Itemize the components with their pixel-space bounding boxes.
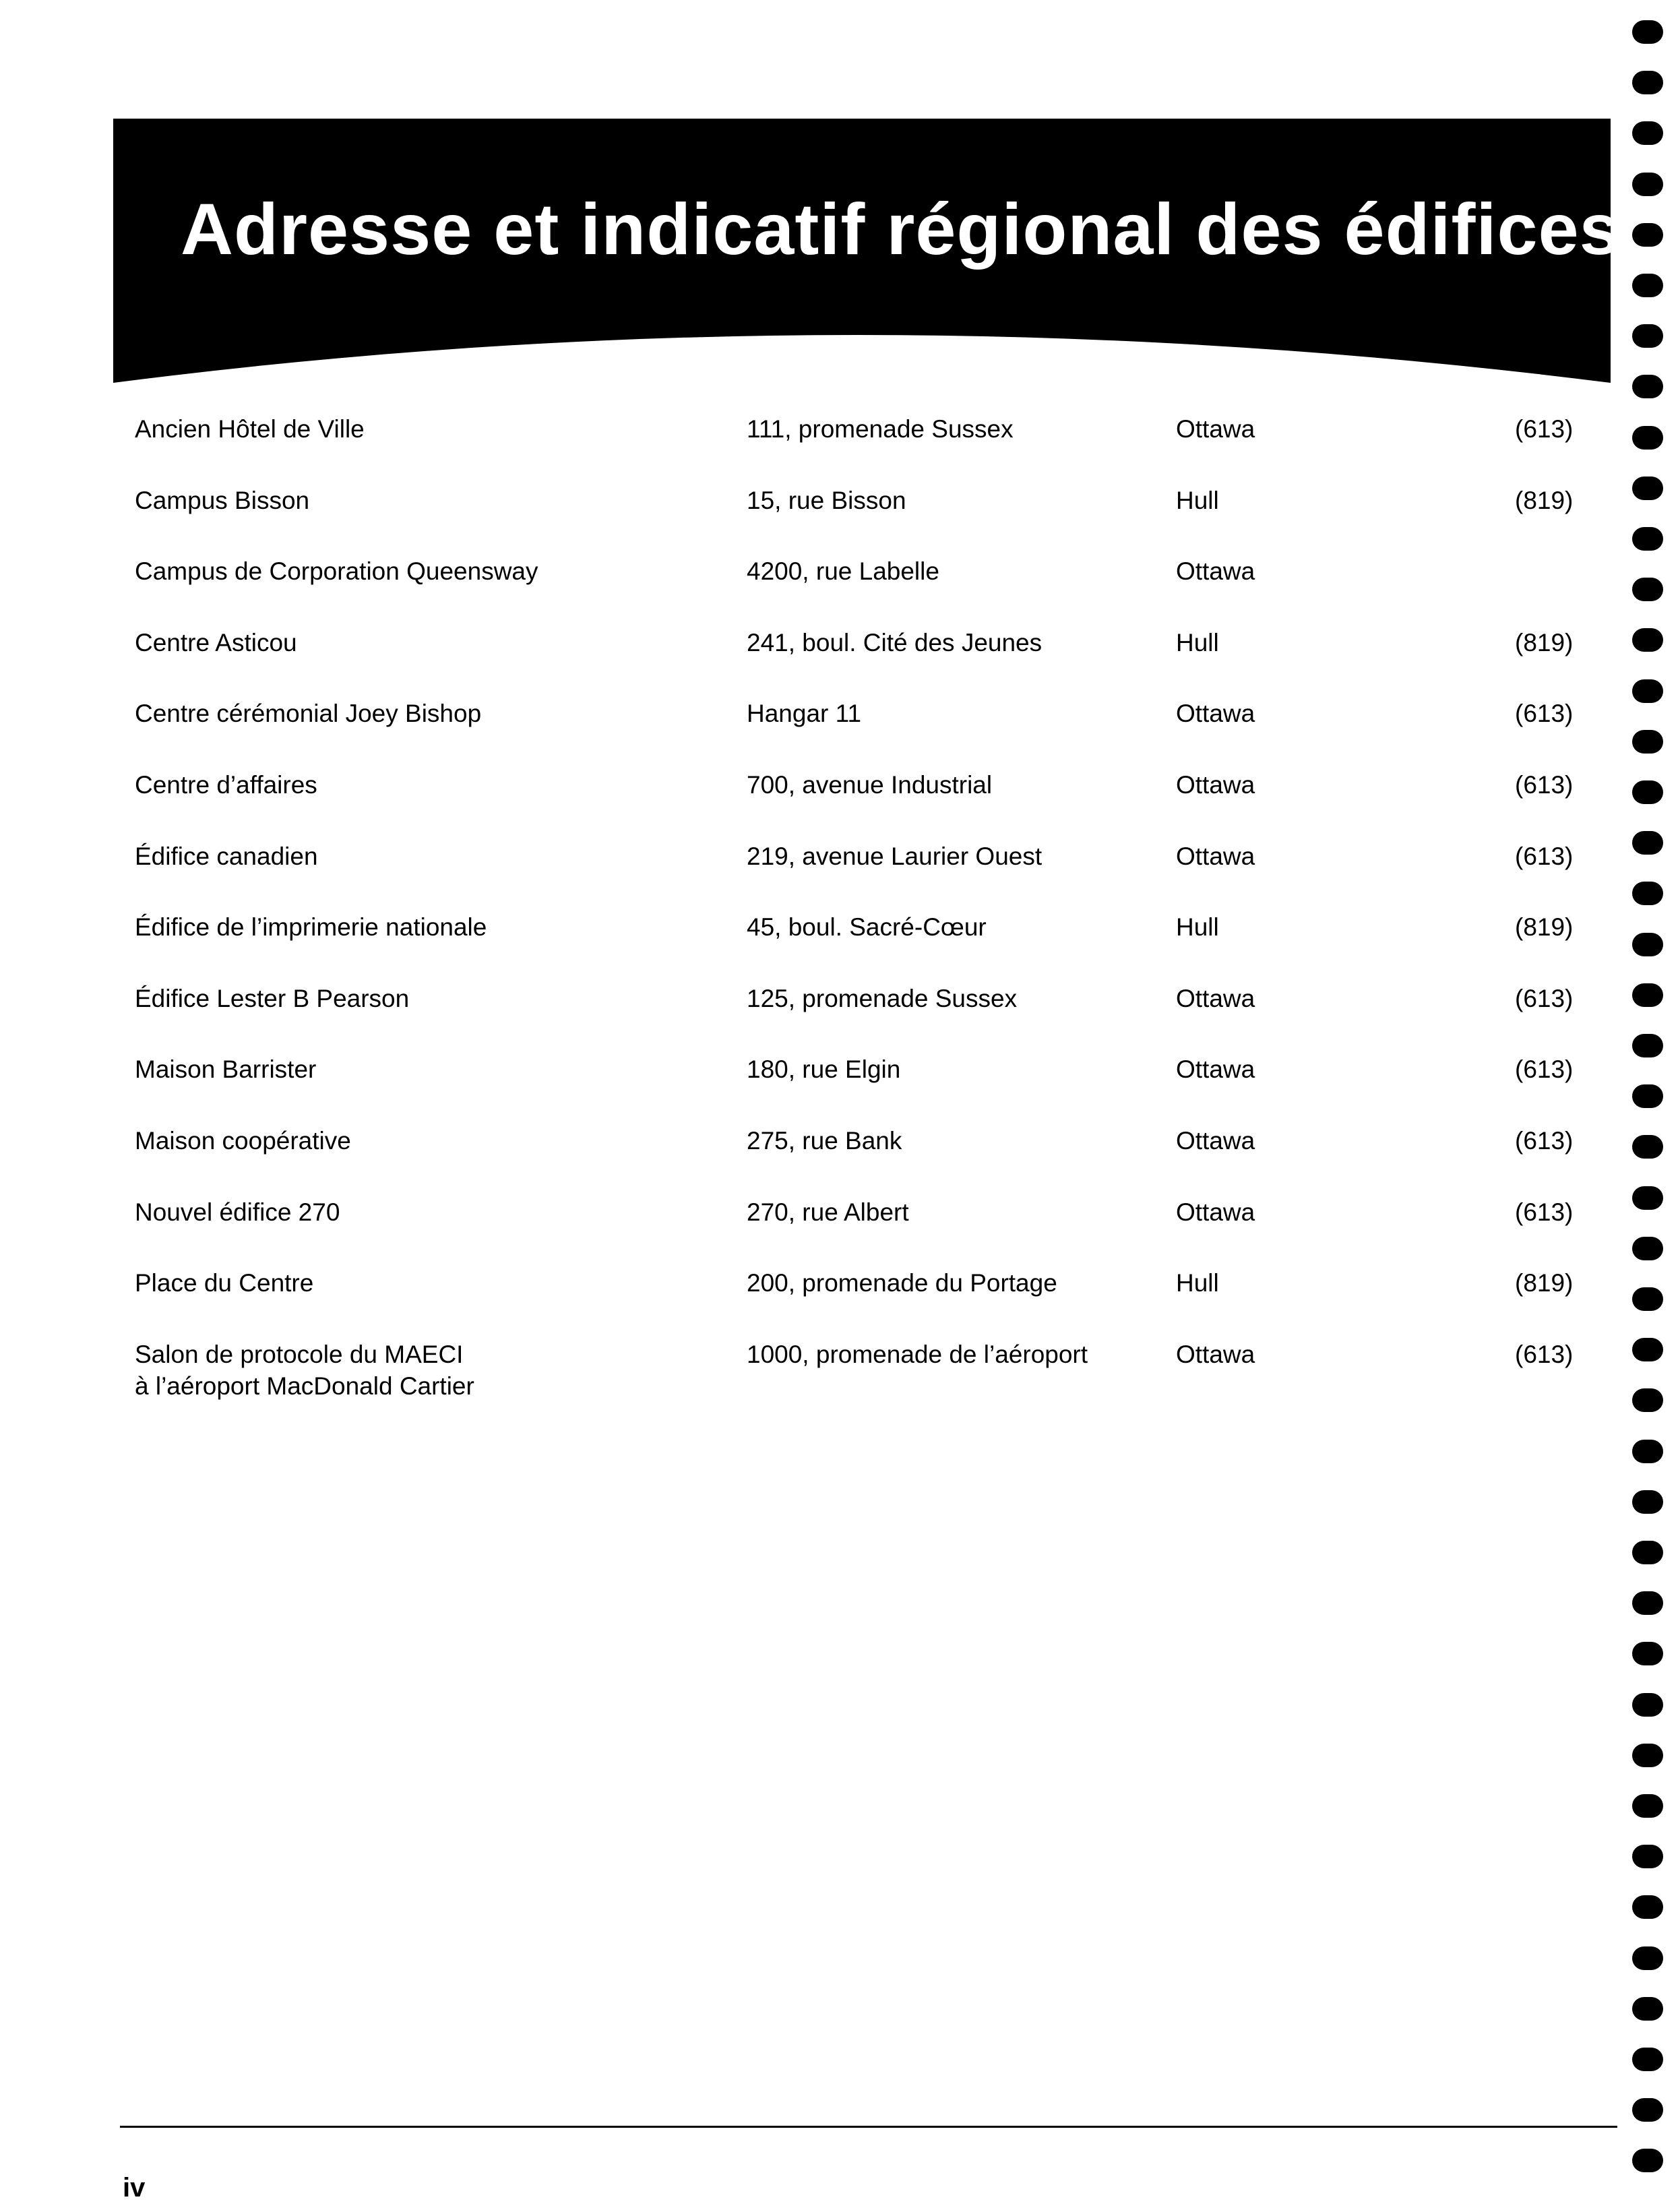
binding-hole <box>1632 933 1663 956</box>
building-city: Ottawa <box>1176 1198 1255 1226</box>
binding-hole <box>1632 1490 1663 1514</box>
binding-hole <box>1632 679 1663 703</box>
building-name: Place du Centre <box>135 1269 314 1297</box>
building-area-code: (613) <box>1515 984 1574 1012</box>
table-row <box>0 911 1680 972</box>
binding-hole <box>1632 2149 1663 2172</box>
building-area-code: (613) <box>1515 1198 1574 1226</box>
binding-holes <box>1628 20 1669 2204</box>
building-city: Hull <box>1176 913 1219 942</box>
building-address: 15, rue Bisson <box>747 486 906 514</box>
binding-hole <box>1632 1338 1663 1361</box>
binding-hole <box>1632 882 1663 905</box>
table-row <box>0 840 1680 901</box>
table-row <box>0 627 1680 687</box>
table-row <box>0 1196 1680 1257</box>
binding-hole <box>1632 1591 1663 1615</box>
building-area-code: (613) <box>1515 771 1574 799</box>
building-area-code: (613) <box>1515 415 1574 443</box>
binding-hole <box>1632 1895 1663 1919</box>
building-city: Hull <box>1176 1269 1219 1297</box>
building-area-code: (613) <box>1515 1340 1574 1368</box>
building-address: 241, boul. Cité des Jeunes <box>747 628 1043 656</box>
table-row <box>0 698 1680 758</box>
building-name: Édifice de l’imprimerie nationale <box>135 913 487 942</box>
building-address: 200, promenade du Portage <box>747 1269 1057 1297</box>
building-city: Ottawa <box>1176 700 1255 728</box>
binding-hole <box>1632 1845 1663 1868</box>
building-address: 275, rue Bank <box>747 1127 902 1155</box>
building-name: Campus de Corporation Queensway <box>135 557 538 586</box>
table-row <box>0 555 1680 616</box>
building-address: 180, rue Elgin <box>747 1055 901 1084</box>
binding-hole <box>1632 1946 1663 1970</box>
building-city: Ottawa <box>1176 1340 1255 1368</box>
building-name: Centre Asticou <box>135 628 297 656</box>
building-area-code: (819) <box>1515 486 1574 514</box>
binding-hole <box>1632 730 1663 754</box>
building-area-code: (613) <box>1515 1055 1574 1084</box>
building-area-code: (819) <box>1515 628 1574 656</box>
binding-hole <box>1632 628 1663 652</box>
building-city: Ottawa <box>1176 1127 1255 1155</box>
binding-hole <box>1632 324 1663 348</box>
binding-hole <box>1632 173 1663 196</box>
building-name: Nouvel édifice 270 <box>135 1198 340 1226</box>
page-title: Adresse et indicatif régional des édifices <box>181 188 1621 270</box>
binding-hole <box>1632 1135 1663 1159</box>
binding-hole <box>1632 780 1663 804</box>
binding-hole <box>1632 1693 1663 1717</box>
binding-hole <box>1632 2098 1663 2122</box>
building-address: 125, promenade Sussex <box>747 984 1018 1012</box>
building-area-code: (613) <box>1515 842 1574 870</box>
binding-hole <box>1632 1287 1663 1311</box>
building-city: Ottawa <box>1176 1055 1255 1084</box>
binding-hole <box>1632 1642 1663 1665</box>
building-area-code: (613) <box>1515 1127 1574 1155</box>
building-address: 219, avenue Laurier Ouest <box>747 842 1043 870</box>
table-row <box>0 485 1680 545</box>
binding-hole <box>1632 1186 1663 1210</box>
binding-hole <box>1632 223 1663 247</box>
binding-hole <box>1632 426 1663 450</box>
binding-hole <box>1632 121 1663 145</box>
building-city: Hull <box>1176 628 1219 656</box>
building-address: 111, promenade Sussex <box>747 415 1014 443</box>
building-city: Hull <box>1176 486 1219 514</box>
binding-hole <box>1632 71 1663 94</box>
building-area-code: (819) <box>1515 913 1574 942</box>
binding-hole <box>1632 1440 1663 1463</box>
building-address: 4200, rue Labelle <box>747 557 939 586</box>
binding-hole <box>1632 578 1663 601</box>
building-name: Maison coopérative <box>135 1127 351 1155</box>
table-row <box>0 1053 1680 1114</box>
building-name: Salon de protocole du MAECI à l’aéroport MacDonald Cartier <box>135 1340 474 1400</box>
building-address: 700, avenue Industrial <box>747 771 993 799</box>
binding-hole <box>1632 1997 1663 2021</box>
binding-hole <box>1632 477 1663 500</box>
binding-hole <box>1632 1794 1663 1818</box>
table-row <box>0 1339 1680 1399</box>
building-city: Ottawa <box>1176 557 1255 586</box>
building-name: Centre cérémonial Joey Bishop <box>135 700 482 728</box>
binding-hole <box>1632 375 1663 398</box>
building-name: Centre d’affaires <box>135 771 317 799</box>
footer-divider <box>120 2126 1617 2128</box>
binding-hole <box>1632 20 1663 44</box>
building-address: 270, rue Albert <box>747 1198 909 1226</box>
table-row <box>0 413 1680 474</box>
table-row <box>0 769 1680 830</box>
table-row <box>0 983 1680 1043</box>
binding-hole <box>1632 1237 1663 1260</box>
building-name: Ancien Hôtel de Ville <box>135 415 365 443</box>
page-number: iv <box>123 2173 146 2203</box>
binding-hole <box>1632 983 1663 1007</box>
building-address: 1000, promenade de l’aéroport <box>747 1340 1088 1368</box>
building-name: Campus Bisson <box>135 486 310 514</box>
table-row <box>0 1267 1680 1328</box>
binding-hole <box>1632 1084 1663 1108</box>
binding-hole <box>1632 527 1663 551</box>
binding-hole <box>1632 274 1663 297</box>
building-name: Maison Barrister <box>135 1055 317 1084</box>
binding-hole <box>1632 1034 1663 1057</box>
building-city: Ottawa <box>1176 842 1255 870</box>
building-city: Ottawa <box>1176 415 1255 443</box>
building-address: Hangar 11 <box>747 700 862 728</box>
binding-hole <box>1632 1541 1663 1564</box>
building-area-code: (819) <box>1515 1269 1574 1297</box>
building-city: Ottawa <box>1176 771 1255 799</box>
building-address: 45, boul. Sacré-Cœur <box>747 913 987 942</box>
table-row <box>0 1125 1680 1186</box>
building-name: Édifice canadien <box>135 842 318 870</box>
building-city: Ottawa <box>1176 984 1255 1012</box>
binding-hole <box>1632 1744 1663 1767</box>
binding-hole <box>1632 831 1663 855</box>
building-name: Édifice Lester B Pearson <box>135 984 410 1012</box>
binding-hole <box>1632 1388 1663 1412</box>
building-area-code: (613) <box>1515 700 1574 728</box>
binding-hole <box>1632 2048 1663 2071</box>
